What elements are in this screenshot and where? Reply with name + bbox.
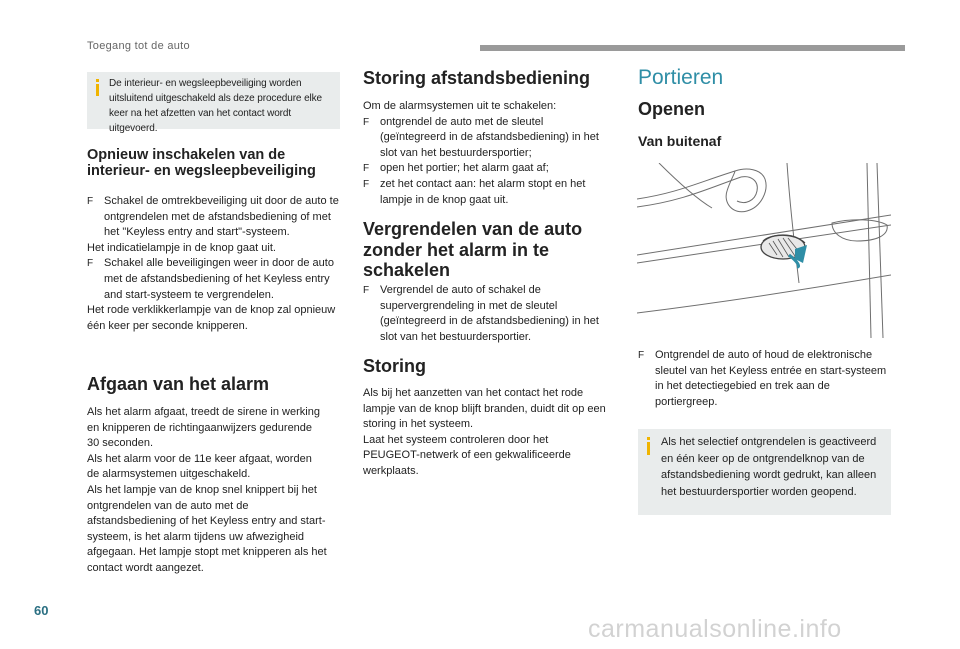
list-item: F Schakel de omtrekbeveiliging uit door de auto te ontgrendelen met de afstandsbediening of met het "Keyless entry and start"-systeem.	[87, 195, 339, 239]
watermark: carmanualsonline.info	[588, 615, 842, 643]
paragraph: Als bij het aanzetten van het contact het rode lampje van de knop blijft branden, duidt dit op een storing in het systeem.	[363, 387, 606, 431]
arrow-icon: F	[87, 196, 94, 207]
paragraph: Het indicatielampje in de knop gaat uit.	[87, 241, 276, 254]
paragraph: Als het alarm afgaat, treedt de sirene in werking en knipperen de richtingaanwijzers gedurende 30 seconden.	[87, 406, 320, 450]
alarm-trigger-body	[87, 405, 327, 577]
paragraph: Het rode verklikkerlampje van de knop zal opnieuw één keer per seconde knipperen.	[87, 304, 336, 332]
arrow-icon: F	[363, 163, 370, 175]
remote-failure-body	[363, 99, 607, 208]
info-icon	[96, 79, 99, 82]
page-title-doors: Portieren	[638, 66, 724, 89]
heading-open: Openen	[638, 99, 706, 119]
heading-remote-failure: Storing afstandsbediening	[363, 68, 591, 88]
arrow-icon: F	[363, 178, 370, 190]
paragraph: Als het lampje van de knop snel knippert bij het ontgrendelen van de auto met de afstandsbediening of het Keyless entry and start-systeem, is het alarm tijdens uw afwezigheid afgegaan. Het lampje stopt met knipperen als het contact wordt aangezet.	[87, 483, 327, 574]
info-icon-bar	[647, 442, 650, 455]
info-note-text: De interieur- en wegsleepbeveiliging worden uitsluitend uitgeschakeld als deze procedure elke keer na het afzetten van het contact wordt uitgevoerd.	[109, 78, 323, 134]
paragraph: Als het alarm voor de 11e keer afgaat, worden de alarmsystemen uitgeschakeld.	[87, 452, 312, 481]
heading-lock-no-alarm: Vergrendelen van de auto zonder het alarm in te schakelen	[363, 219, 583, 280]
list-item: F zet het contact aan: het alarm stopt en het lampje in de knop gaat uit.	[363, 177, 586, 206]
list-item: F ontgrendel de auto met de sleutel (geïntegreerd in de afstandsbediening) in het slot van het bestuurdersportier;	[363, 115, 599, 159]
info-icon	[647, 437, 650, 440]
door-handle	[761, 235, 807, 267]
heading-alarm-trigger: Afgaan van het alarm	[87, 374, 270, 394]
door-handle-illustration	[637, 163, 891, 338]
info-note-2	[638, 429, 891, 515]
list-item: F Schakel alle beveiligingen weer in door de auto met de afstandsbediening of het Keyless entry and start-systeem te vergrendelen.	[87, 257, 334, 301]
lock-no-alarm-body	[363, 283, 607, 345]
heading-reactivate: Opnieuw inschakelen van de interieur- en wegsleepbeveiliging	[87, 147, 316, 179]
chapter-title: Toegang tot de auto	[87, 40, 190, 52]
outside-open-body	[638, 348, 894, 410]
list-item: F open het portier; het alarm gaat af;	[363, 161, 607, 177]
heading-failure: Storing	[363, 356, 426, 376]
list-item: F Ontgrendel de auto of houd de elektronische sleutel van het Keyless entrée en start-systeem in het detectiegebied en trek aan de portiergreep.	[638, 349, 887, 408]
heading-from-outside: Van buitenaf	[638, 133, 722, 149]
paragraph: Om de alarmsystemen uit te schakelen:	[363, 100, 557, 112]
reactivate-body	[87, 194, 344, 334]
paragraph: Laat het systeem controleren door het PEUGEOT-netwerk of een gekwalificeerde werkplaats.	[363, 433, 571, 477]
arrow-icon: F	[638, 350, 645, 361]
arrow-icon: F	[363, 116, 370, 128]
info-icon-bar	[96, 84, 99, 96]
arrow-icon: F	[363, 285, 370, 296]
header-bar	[480, 45, 905, 51]
list-item: F Vergrendel de auto of schakel de supervergrendeling in met de sleutel (geïntegreerd in de afstandsbediening) in het slot van het bestuurdersportier.	[363, 284, 599, 343]
failure-body	[363, 386, 607, 480]
arrow-icon: F	[87, 258, 94, 270]
info-note-text: Als het selectief ontgrendelen is geactiveerd en één keer op de ontgrendelknop van de afstandsbediening wordt gedrukt, kan alleen het bestuurdersportier worden geopend.	[661, 436, 877, 498]
page-number: 60	[34, 603, 49, 618]
info-note-1	[87, 72, 340, 134]
